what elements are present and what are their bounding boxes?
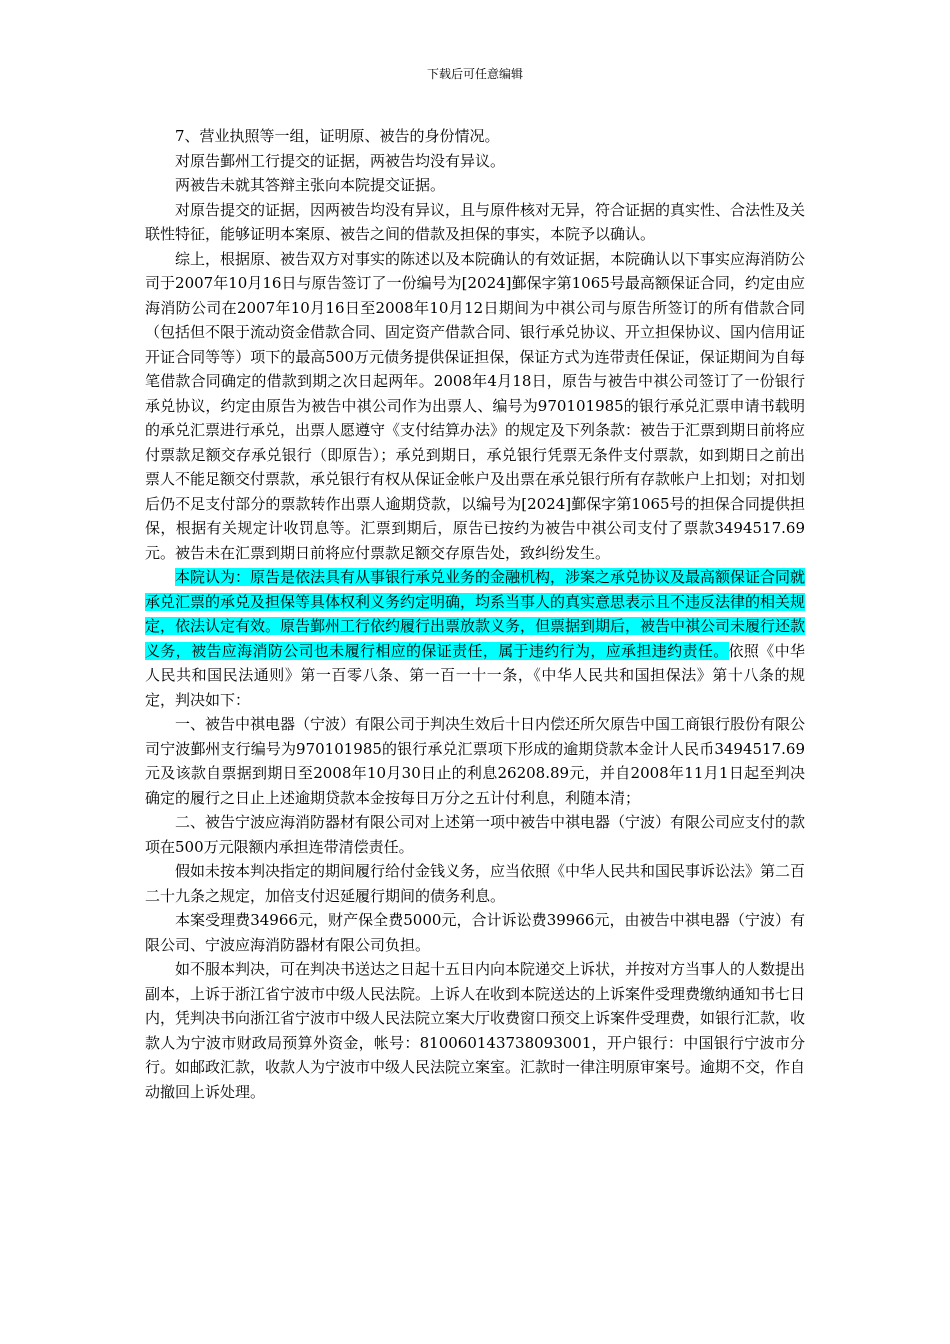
paragraph-evidence-item-7: 7、营业执照等一组，证明原、被告的身份情况。 — [175, 127, 500, 145]
legal-basis-text: 依照《中华人民共和国民法通则》第一百零八条、第一百一十一条，《中华人民共和国担保法》第十八条的规定，判决如下： — [145, 641, 805, 709]
paragraph-judgment-item-1: 一、被告中祺电器（宁波）有限公司于判决生效后十日内偿还所欠原告中国工商银行股份有限公司宁波鄞州支行编号为970101985的银行承兑汇票项下形成的逾期贷款本金计人民币3494517.69元及该款自票据到期日至2008年10月30日止的利息26208.89元，并自2008年11月1日起至判决确定的履行之日止上述逾期贷款本金按每日万分之五计付利息，利随本清； — [145, 715, 806, 807]
paragraph-appeal-notice: 如不服本判决，可在判决书送达之日起十五日内向本院递交上诉状，并按对方当事人的人数提出副本，上诉于浙江省宁波市中级人民法院。上诉人在收到本院送达的上诉案件受理费缴纳通知书七日内，凭判决书向浙江省宁波市中级人民法院立案大厅收费窗口预交上诉案件受理费，如银行汇款，收款人为宁波市财政局预算外资金，帐号：810060143738093001，开户银行：中国银行宁波市分行。如邮政汇款，收款人为宁波市中级人民法院立案室。汇款时一律注明原审案号。逾期不交，作自动撤回上诉处理。 — [145, 960, 806, 1101]
document-body — [145, 124, 805, 1104]
paragraph-facts-summary: 综上，根据原、被告双方对事实的陈述以及本院确认的有效证据，本院确认以下事实应海消防公司于2007年10月16日与原告签订了一份编号为[2024]鄞保字第1065号最高额保证合同，约定由应海消防公司在2007年10月16日至2008年10月12日期间为中祺公司与原告所签订的所有借款合同（包括但不限于流动资金借款合同、固定资产借款合同、银行承兑协议、开立担保协议、国内信用证开证合同等等）项下的最高500万元债务提供保证担保，保证方式为连带责任保证，保证期间为自每笔借款合同确定的借款到期之次日起两年。2008年4月18日，原告与被告中祺公司签订了一份银行承兑协议，约定由原告为被告中祺公司作为出票人、编号为970101985的银行承兑汇票申请书载明的承兑汇票进行承兑，出票人愿遵守《支付结算办法》的规定及下列条款：被告于汇票到期日前将应付票款足额交存承兑银行（即原告）；承兑到期日，承兑银行凭票无条件支付票款，如到期日之前出票人不能足额交付票款，承兑银行有权从保证金帐户及出票在承兑银行所有存款帐户上扣划；对扣划后仍不足支付部分的票款转作出票人逾期贷款，以编号为[2024]鄞保字第1065号的担保合同提供担保，根据有关规定计收罚息等。汇票到期后，原告已按约为被告中祺公司支付了票款3494517.69元。被告未在汇票到期日前将应付票款足额交存原告处，致纠纷发生。 — [145, 249, 806, 562]
paragraph-judgment-item-2: 二、被告宁波应海消防器材有限公司对上述第一项中被告中祺电器（宁波）有限公司应支付的款项在500万元限额内承担连带清偿责任。 — [145, 813, 806, 856]
paragraph-defendants-no-evidence: 两被告未就其答辩主张向本院提交证据。 — [175, 176, 446, 194]
paragraph-court-opinion — [145, 565, 805, 712]
page-header: 下载后可任意编辑 — [426, 67, 523, 81]
paragraph-litigation-fees: 本案受理费34966元，财产保全费5000元，合计诉讼费39966元，由被告中祺电器（宁波）有限公司、宁波应海消防器材有限公司负担。 — [145, 911, 805, 954]
paragraph-evidence-confirmation: 对原告提交的证据，因两被告均没有异议，且与原件核对无异，符合证据的真实性、合法性及关联性特征，能够证明本案原、被告之间的借款及担保的事实，本院予以确认。 — [145, 200, 806, 243]
paragraph-no-objection: 对原告鄞州工行提交的证据，两被告均没有异议。 — [175, 151, 506, 170]
highlighted-court-opinion: 本院认为：原告是依法具有从事银行承兑业务的金融机构，涉案之承兑协议及最高额保证合同就承兑汇票的承兑及担保等具体权利义务约定明确，均系当事人的真实意思表示且不违反法律的相关规定，依法认定有效。原告鄞州工行依约履行出票放款义务，但票据到期后，被告中祺公司未履行还款义务，被告应海消防公司也未履行相应的保证责任，属于违约行为，应承担违约责任。 — [145, 568, 806, 660]
paragraph-delay-interest: 假如未按本判决指定的期间履行给付金钱义务，应当依照《中华人民共和国民事诉讼法》第二百二十九条之规定，加倍支付迟延履行期间的债务利息。 — [145, 862, 806, 905]
